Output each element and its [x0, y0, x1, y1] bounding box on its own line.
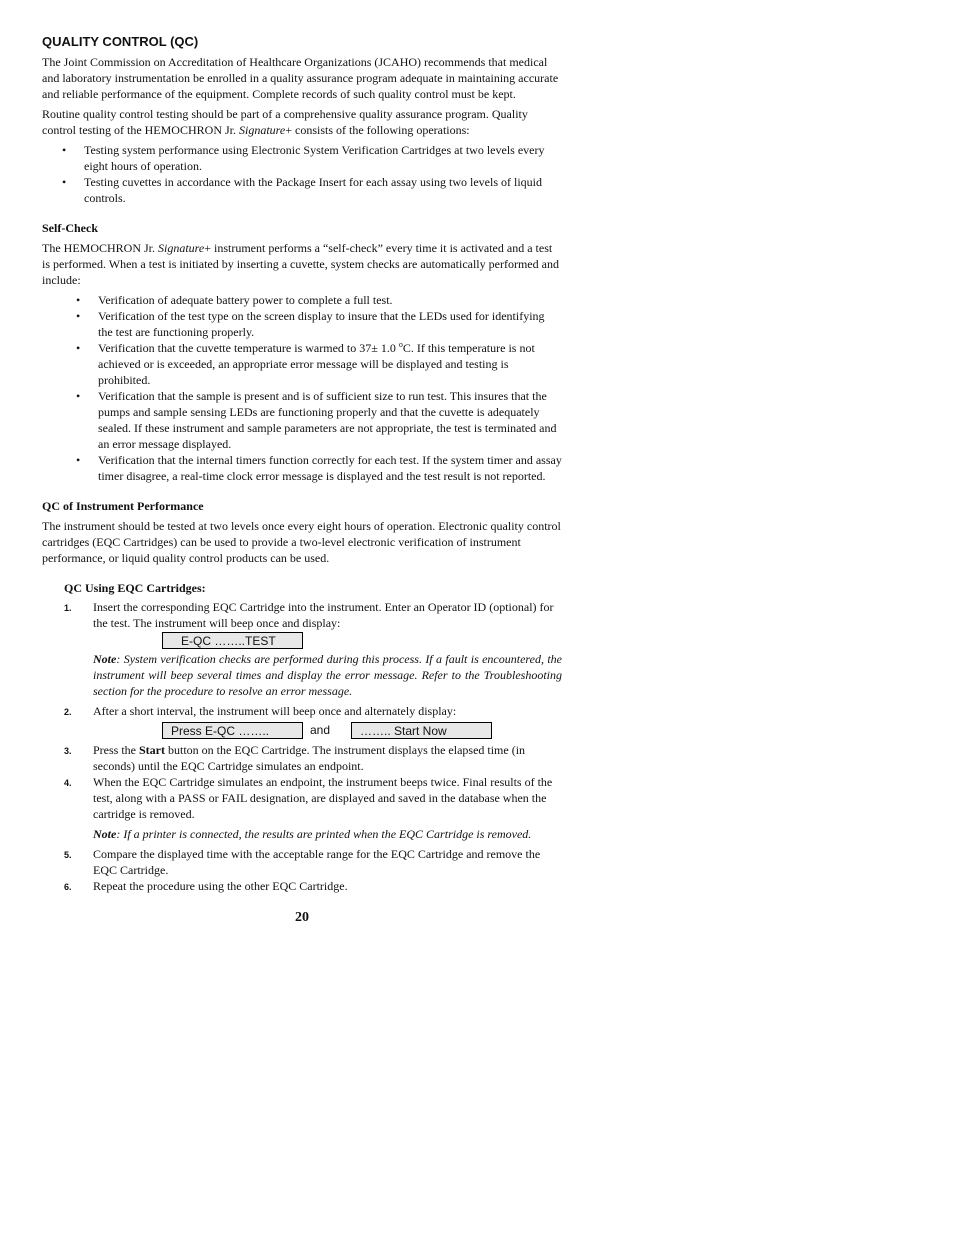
page-number: 20 [295, 910, 309, 925]
list-item: • Verification of the test type on the screen display to insure that the LEDs used for identifying the test are functioning properly. [42, 308, 562, 340]
step-item: 6. Repeat the procedure using the other EQC Cartridge. [64, 879, 348, 893]
step-item: 5. Compare the displayed time with the acceptable range for the EQC Cartridge and remove the EQC Cartridge. [64, 847, 541, 877]
step-item: 3. Press the Start button on the EQC Cartridge. The instrument displays the elapsed time (in seconds) until the EQC Cartridge simulates an endpoint. [64, 743, 526, 773]
list-item: • Testing cuvettes in accordance with the Package Insert for each assay using two levels of liquid controls. [42, 174, 562, 206]
routine-qc-paragraph: Routine quality control testing should be part of a comprehensive quality assurance program. Quality control testing of the HEMOCHRON Jr. Signature+ consists of the following operations: [42, 107, 528, 137]
instrument-performance-paragraph: The instrument should be tested at two levels once every eight hours of operation. Electronic quality control cartridges (EQC Cartridges) can be used to provide a two-level electronic verification of instrument performance, or liquid quality control products can be used. [42, 519, 561, 565]
section-heading-eqc: QC Using EQC Cartridges: [64, 581, 206, 595]
list-item: • Verification that the internal timers function correctly for each test. If the system timer and assay timer disagree, a real-time clock error message is displayed and the test result is not reported. [42, 452, 562, 484]
step-item: 2. After a short interval, the instrument will beep once and alternately display: [64, 704, 457, 718]
display-readout-press-eqc: Press E-QC …….. [162, 722, 303, 739]
page-title: QUALITY CONTROL (QC) [42, 34, 199, 49]
signature-word: Signature [158, 241, 205, 255]
display-readout-start-now: …….. Start Now [351, 722, 492, 739]
self-check-paragraph: The HEMOCHRON Jr. Signature+ instrument performs a “self-check” every time it is activated and a test is performed. When a test is initiated by inserting a cuvette, system checks are automatically performed and include: [42, 241, 559, 287]
list-item: • Verification that the sample is present and is of sufficient size to run test. This insures that the pumps and sample sensing LEDs are functioning properly and that the cuvette is adequately sealed. If these instrument and sample parameters are not appropriate, the test is terminated and an error message displayed. [42, 388, 562, 452]
document-page [42, 34, 562, 926]
self-check-list [42, 292, 562, 484]
list-item: • Testing system performance using Electronic System Verification Cartridges at two levels every eight hours of operation. [42, 142, 562, 174]
list-item: • Verification of adequate battery power to complete a full test. [42, 292, 562, 308]
step-item: 4. When the EQC Cartridge simulates an endpoint, the instrument beeps twice. Final results of the test, along with a PASS or FAIL designation, are displayed and saved in the database when the cartridge is removed. [64, 775, 553, 821]
eqc-steps-list [42, 599, 562, 631]
intro-paragraph: The Joint Commission on Accreditation of Healthcare Organizations (JCAHO) recommends that medical and laboratory instrumentation be enrolled in a quality assurance program adequate in maintaining accurate and reliable performance of the equipment. Complete records of such quality control must be kept. [42, 55, 559, 101]
section-heading-self-check: Self-Check [42, 221, 98, 235]
signature-word: Signature [239, 123, 286, 137]
section-heading-instrument-performance: QC of Instrument Performance [42, 499, 204, 513]
qc-operations-list [42, 142, 562, 206]
and-label: and [310, 723, 331, 737]
step-item: 1. Insert the corresponding EQC Cartridge into the instrument. Enter an Operator ID (optional) for the test. The instrument will beep once and display: [64, 600, 554, 630]
list-item: • Verification that the cuvette temperature is warmed to 37± 1.0 $^o$C. If this temperature is not achieved or is exceeded, an appropriate error message will be displayed and testing is prohibited. [42, 340, 562, 388]
display-readout-eqc-test: E-QC ……..TEST [162, 632, 303, 649]
note-printer: Note: If a printer is connected, the results are printed when the EQC Cartridge is removed. [93, 827, 532, 841]
note-system-verification: Note: System verification checks are performed during this process. If a fault is encountered, the instrument will beep several times and display the error message. Refer to the Troubleshooting section for the procedure to resolve an error message. [93, 652, 562, 698]
